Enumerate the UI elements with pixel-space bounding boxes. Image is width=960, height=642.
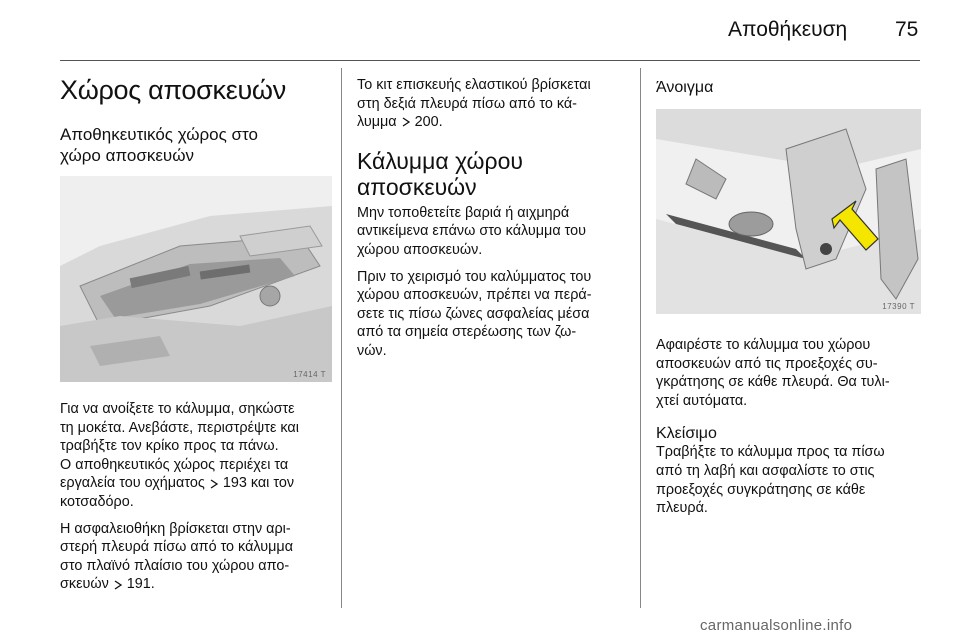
section-heading: Χώρος αποσκευών xyxy=(60,75,286,105)
text-line xyxy=(60,575,330,594)
paragraph-opening xyxy=(656,336,926,410)
text-line: από τα σημεία στερέωσης των ζω- xyxy=(357,324,577,341)
page-reference-icon xyxy=(209,479,219,489)
text-line: νών. xyxy=(357,342,387,359)
text-line: κοτσαδόρο. xyxy=(60,493,134,510)
page-reference-link[interactable]: 191. xyxy=(126,576,155,593)
subsection-heading: Κλείσιμο xyxy=(656,425,717,443)
column-3 xyxy=(656,78,926,518)
text-line: Μην τοποθετείτε βαριά ή αιχμηρά xyxy=(357,204,570,221)
text-line: προεξοχές συγκράτησης σε κάθε xyxy=(656,481,866,498)
text-line: Αφαιρέστε το κάλυμμα του χώρου xyxy=(656,337,871,353)
text-line xyxy=(60,474,330,493)
watermark: carmanualsonline.info xyxy=(700,617,853,634)
page-header-title: Αποθήκευση xyxy=(728,18,848,41)
subsection-heading-line1: Αποθηκευτικός χώρος στο xyxy=(60,125,258,144)
text-line: τραβήξτε τον κρίκο προς τα πάνω. xyxy=(60,438,279,455)
text-line: Η ασφαλειοθήκη βρίσκεται στην αρι- xyxy=(60,520,291,537)
text-line: τη μοκέτα. Ανεβάστε, περιστρέψτε και xyxy=(60,419,299,436)
text-line: αποσκευών από τις προεξοχές συ- xyxy=(656,355,878,372)
text-line: χτεί αυτόματα. xyxy=(656,392,748,409)
text-line: στερή πλευρά πίσω από το κάλυμμα xyxy=(60,539,294,556)
subsection-heading: Άνοιγμα xyxy=(656,79,714,96)
text-line: σετε τις πίσω ζώνες ασφαλείας μέσα xyxy=(357,305,590,322)
column-1 xyxy=(60,66,330,594)
page-reference-link[interactable]: 200. xyxy=(414,114,443,131)
cover-opening-illustration xyxy=(656,109,921,314)
text-line: Το κιτ επισκευής ελαστικού βρίσκεται xyxy=(357,77,591,93)
text-line: χώρου αποσκευών, πρέπει να περά- xyxy=(357,287,592,304)
column-separator xyxy=(341,68,342,608)
text-line: γκράτησης σε κάθε πλευρά. Θα τυλι- xyxy=(656,374,890,391)
text-line: αντικείμενα επάνω στο κάλυμμα του xyxy=(357,223,586,240)
paragraph-closing xyxy=(656,443,926,517)
cover-opening-figure xyxy=(656,109,921,314)
paragraph-warning xyxy=(357,204,632,260)
section-heading-line2: αποσκευών xyxy=(357,173,477,200)
section-heading-line1: Κάλυμμα χώρου xyxy=(357,147,523,174)
page-number: 75 xyxy=(895,18,919,41)
paragraph-2 xyxy=(60,520,330,594)
subsection-heading-line2: χώρο αποσκευών xyxy=(60,146,194,165)
column-2 xyxy=(357,76,632,361)
paragraph-repair-kit xyxy=(357,76,632,132)
text-line: Ο αποθηκευτικός χώρος περιέχει τα xyxy=(60,456,289,473)
text-line: Για να ανοίξετε το κάλυμμα, σηκώστε xyxy=(60,401,295,417)
text-run: λυμμα xyxy=(357,114,397,131)
column-separator xyxy=(640,68,641,608)
page-reference-icon xyxy=(113,580,123,590)
text-line: χώρου αποσκευών. xyxy=(357,241,483,258)
text-line: στη δεξιά πλευρά πίσω από το κά- xyxy=(357,95,577,112)
paragraph-1 xyxy=(60,400,330,512)
text-line: πλευρά. xyxy=(656,500,708,517)
figure-number: 17414 T xyxy=(293,370,326,379)
text-line: Τραβήξτε το κάλυμμα προς τα πίσω xyxy=(656,444,885,461)
text-run: εργαλεία του οχήματος xyxy=(60,475,205,492)
storage-compartment-figure xyxy=(60,176,332,382)
header-rule xyxy=(60,60,920,61)
figure-number: 17390 T xyxy=(882,302,915,311)
page-reference-icon xyxy=(401,117,411,127)
storage-compartment-illustration xyxy=(60,176,332,382)
paragraph-seatbelts xyxy=(357,268,632,361)
text-line: Πριν το χειρισμό του καλύμματος του xyxy=(357,268,592,285)
text-run: σκευών xyxy=(60,576,109,593)
text-line: από τη λαβή και ασφαλίστε το στις xyxy=(656,462,875,479)
text-line: στο πλαϊνό πλαίσιο του χώρου απο- xyxy=(60,557,290,574)
text-line xyxy=(357,113,632,132)
page-reference-link[interactable]: 193 και τον xyxy=(222,475,295,492)
